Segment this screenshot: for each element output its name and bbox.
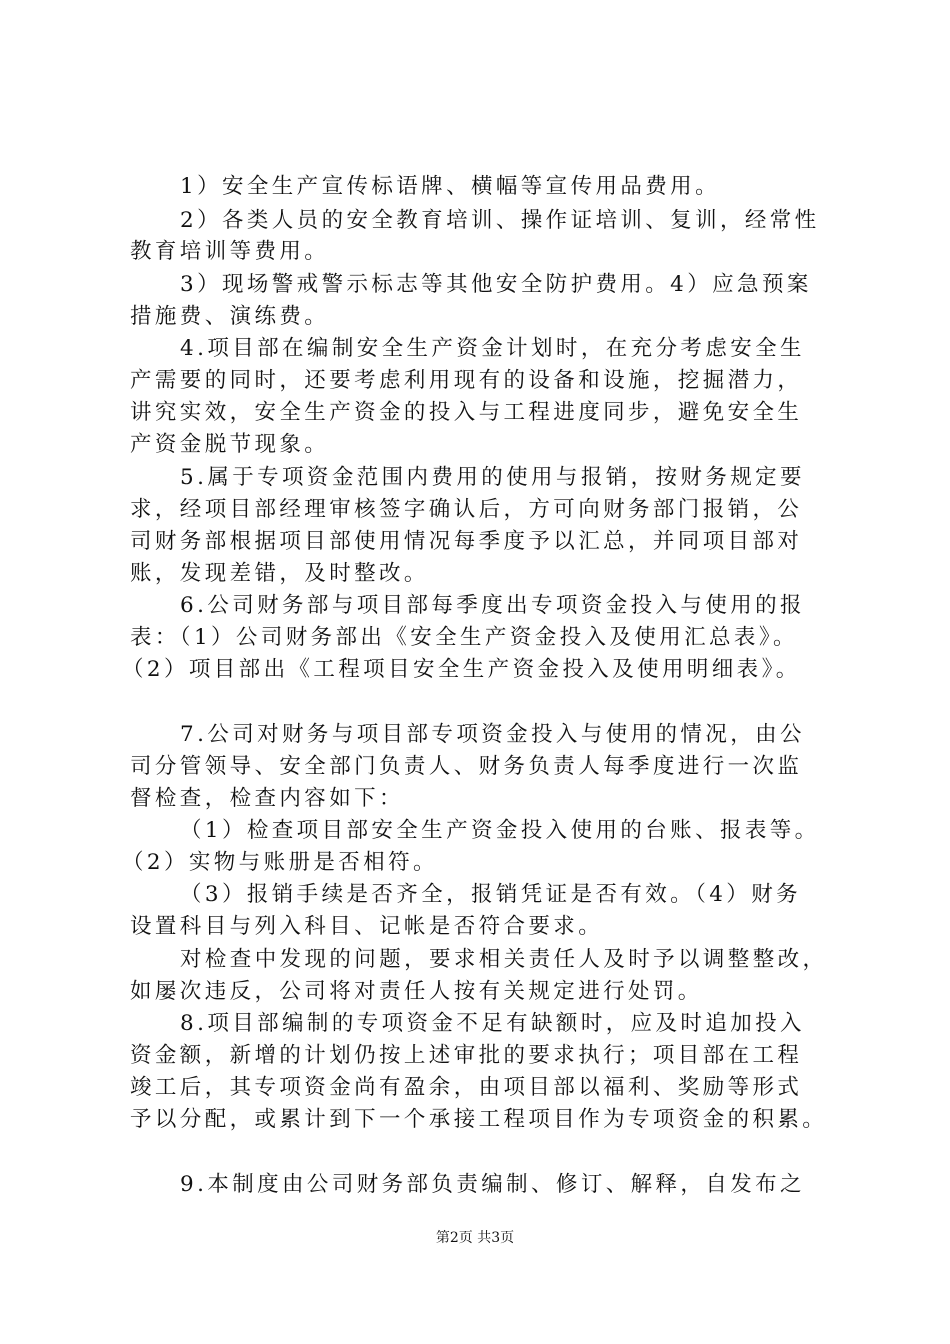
text-line: 司财务部根据项目部使用情况每季度予以汇总，并同项目部对 (130, 529, 803, 554)
text-line: 讲究实效，安全生产资金的投入与工程进度同步，避免安全生 (130, 400, 803, 425)
text-line: 账，发现差错，及时整改。 (130, 561, 429, 586)
text-line: 4.项目部在编制安全生产资金计划时，在充分考虑安全生 (180, 336, 805, 361)
text-line: 7.公司对财务与项目部专项资金投入与使用的情况，由公 (180, 722, 805, 747)
text-line: 督检查，检查内容如下： (130, 786, 404, 811)
text-line: 设置科目与列入科目、记帐是否符合要求。 (130, 914, 604, 939)
text-line: 产需要的同时，还要考虑利用现有的设备和设施，挖掘潜力， (130, 368, 803, 393)
text-line: 9.本制度由公司财务部负责编制、修订、解释，自发布之 (180, 1172, 805, 1197)
text-line: 教育培训等费用。 (130, 239, 330, 264)
text-line: 2）各类人员的安全教育培训、操作证培训、复训，经常性 (180, 208, 820, 233)
text-line: 司分管领导、安全部门负责人、财务负责人每季度进行一次监 (130, 754, 803, 779)
text-line: 资金额，新增的计划仍按上述审批的要求执行；项目部在工程 (130, 1043, 803, 1068)
text-line: （3）报销手续是否齐全，报销凭证是否有效。（4）财务 (180, 882, 802, 907)
text-line: 予以分配，或累计到下一个承接工程项目作为专项资金的积累。 (130, 1107, 828, 1132)
text-line: 如屡次违反，公司将对责任人按有关规定进行处罚。 (130, 979, 703, 1004)
text-line: 1）安全生产宣传标语牌、横幅等宣传用品费用。 (180, 174, 720, 199)
text-line: 6.公司财务部与项目部每季度出专项资金投入与使用的报 (180, 593, 805, 618)
text-line: 竣工后，其专项资金尚有盈余，由项目部以福利、奖励等形式 (130, 1075, 803, 1100)
text-line: （2）实物与账册是否相符。 (122, 850, 438, 875)
text-line: （1）检查项目部安全生产资金投入使用的台账、报表等。 (180, 818, 820, 843)
text-line: 表：（1）公司财务部出《安全生产资金投入及使用汇总表》。 (130, 625, 798, 650)
text-line: 3）现场警戒警示标志等其他安全防护费用。4）应急预案 (180, 272, 812, 297)
text-line: 5.属于专项资金范围内费用的使用与报销，按财务规定要 (180, 465, 805, 490)
text-line: 对检查中发现的问题，要求相关责任人及时予以调整整改， (180, 947, 828, 972)
text-line: （2）项目部出《工程项目安全生产资金投入及使用明细表》。 (122, 657, 801, 682)
text-line: 措施费、演练费。 (130, 304, 330, 329)
page-footer: 第2页 共3页 (435, 1230, 515, 1246)
text-line: 8.项目部编制的专项资金不足有缺额时，应及时追加投入 (180, 1011, 805, 1036)
text-line: 求，经项目部经理审核签字确认后，方可向财务部门报销，公 (130, 497, 803, 522)
text-line: 产资金脱节现象。 (130, 432, 330, 457)
